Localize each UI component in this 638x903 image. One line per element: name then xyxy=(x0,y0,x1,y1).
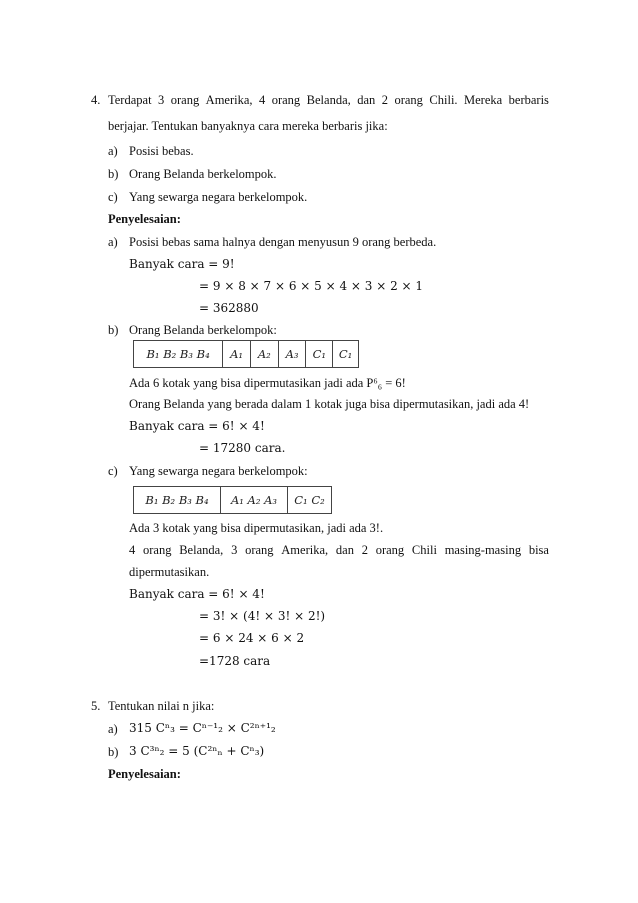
q4-sol-b-eq2: = 17280 cara. xyxy=(199,441,286,455)
q4-sol-c-eq2: = 3! × (4! × 3! × 2!) xyxy=(199,609,326,623)
q4-sol-a-eq3: = 362880 xyxy=(199,301,259,315)
q4-sol-c-line3: dipermutasikan. xyxy=(129,565,210,579)
q4-line1-word: orang xyxy=(271,93,301,107)
q4-line1-word: Amerika, xyxy=(205,93,253,107)
q4-line1-word: orang xyxy=(394,93,423,107)
q4-line1-word: 4 xyxy=(259,93,266,107)
q4-b-box-a3: A₃ xyxy=(279,341,307,367)
q4-solution-heading: Penyelesaian: xyxy=(108,212,181,226)
q5-a-label: a) xyxy=(108,722,118,736)
q4-text-line1 xyxy=(108,92,549,108)
q4-c-box-row xyxy=(133,486,332,514)
q4-sol-c-text: Yang sewarga negara berkelompok: xyxy=(129,464,308,478)
q4-sol-b-line2: Orang Belanda yang berada dalam 1 kotak juga bisa dipermutasikan, jadi ada 4! xyxy=(129,397,530,411)
q5-number: 5. xyxy=(91,699,101,713)
q4-c-line2-word: Belanda, xyxy=(179,543,224,557)
q4-item-c-label: c) xyxy=(108,190,118,204)
q4-item-b-text: Orang Belanda berkelompok. xyxy=(129,167,277,181)
q4-line1-word: orang xyxy=(170,93,200,107)
q4-sol-b-eq1: Banyak cara = 6! × 4! xyxy=(129,419,265,433)
q4-item-c-text: Yang sewarga negara berkelompok. xyxy=(129,190,308,204)
q4-sol-c-line1: Ada 3 kotak yang bisa dipermutasikan, jadi ada 3!. xyxy=(129,521,384,535)
q4-b-box-row xyxy=(133,340,359,368)
q4-b-box-c1: C₁ xyxy=(306,341,333,367)
q4-c-line2-word: dan xyxy=(335,543,354,557)
q4-c-line2-word: Chili xyxy=(411,543,437,557)
q5-b-label: b) xyxy=(108,745,119,759)
q4-c-line2-word: orang xyxy=(143,543,172,557)
q4-sol-b-line1: Ada 6 kotak yang bisa dipermutasikan jadi ada P⁶₆ = 6! xyxy=(129,376,406,390)
q4-c-line2-word: 2 xyxy=(361,543,368,557)
q4-sol-c-eq3: = 6 × 24 × 6 × 2 xyxy=(199,631,305,645)
q4-sol-c-eq4: =1728 cara xyxy=(199,654,271,668)
q4-c-line2-word: orang xyxy=(375,543,405,557)
q4-line1-word: Terdapat xyxy=(108,93,152,107)
q4-line1-word: berbaris xyxy=(508,93,549,107)
q4-sol-c-eq1: Banyak cara = 6! × 4! xyxy=(129,587,265,601)
q4-item-a-label: a) xyxy=(108,144,118,158)
q4-sol-b-label: b) xyxy=(108,323,119,337)
q4-c-box-belanda: B₁ B₂ B₃ B₄ xyxy=(134,487,221,513)
q4-c-line2-word: 4 xyxy=(129,543,136,557)
q4-line1-word: Belanda, xyxy=(306,93,351,107)
q4-item-b-label: b) xyxy=(108,167,119,181)
q4-line1-word: Mereka xyxy=(464,93,503,107)
q4-sol-a-text: Posisi bebas sama halnya dengan menyusun 9 orang berbeda. xyxy=(129,235,437,249)
q4-item-a-text: Posisi bebas. xyxy=(129,144,194,158)
q4-c-line2-word: 3 xyxy=(231,543,238,557)
q4-c-line2-word: bisa xyxy=(528,543,549,557)
q5-text: Tentukan nilai n jika: xyxy=(108,699,215,713)
q4-b-box-c1b: C₁ xyxy=(338,347,353,361)
q4-number: 4. xyxy=(91,93,101,107)
q4-sol-b-text: Orang Belanda berkelompok: xyxy=(129,323,277,337)
q4-c-line2-word: masing-masing xyxy=(444,543,522,557)
q4-sol-c-label: c) xyxy=(108,464,118,478)
q4-b-box-a1: A₁ xyxy=(223,341,251,367)
q4-c-box-amerika: A₁ A₂ A₃ xyxy=(221,487,288,513)
q4-line1-word: 3 xyxy=(158,93,165,107)
q4-sol-c-line2 xyxy=(129,542,549,558)
q5-b-equation: 3 C³ⁿ₂ = 5 (C²ⁿₙ + Cⁿ₃) xyxy=(129,744,265,758)
q5-a-equation: 315 Cⁿ₃ = Cⁿ⁻¹₂ × C²ⁿ⁺¹₂ xyxy=(129,721,276,735)
q4-sol-a-eq1: Banyak cara = 9! xyxy=(129,257,235,271)
q4-sol-a-label: a) xyxy=(108,235,118,249)
q4-line1-word: Chili. xyxy=(429,93,458,107)
q4-text-line2: berjajar. Tentukan banyaknya cara mereka berbaris jika: xyxy=(108,119,388,133)
q5-solution-heading: Penyelesaian: xyxy=(108,767,181,781)
q4-line1-word: dan xyxy=(357,93,376,107)
q4-b-box-belanda: B₁ B₂ B₃ B₄ xyxy=(134,341,223,367)
q4-c-box-chili: C₁ C₂ xyxy=(294,493,325,507)
q4-line1-word: 2 xyxy=(381,93,388,107)
q4-sol-a-eq2: = 9 × 8 × 7 × 6 × 5 × 4 × 3 × 2 × 1 xyxy=(199,279,424,293)
q4-b-box-a2: A₂ xyxy=(251,341,279,367)
q4-c-line2-word: orang xyxy=(245,543,274,557)
q4-c-line2-word: Amerika, xyxy=(281,543,329,557)
